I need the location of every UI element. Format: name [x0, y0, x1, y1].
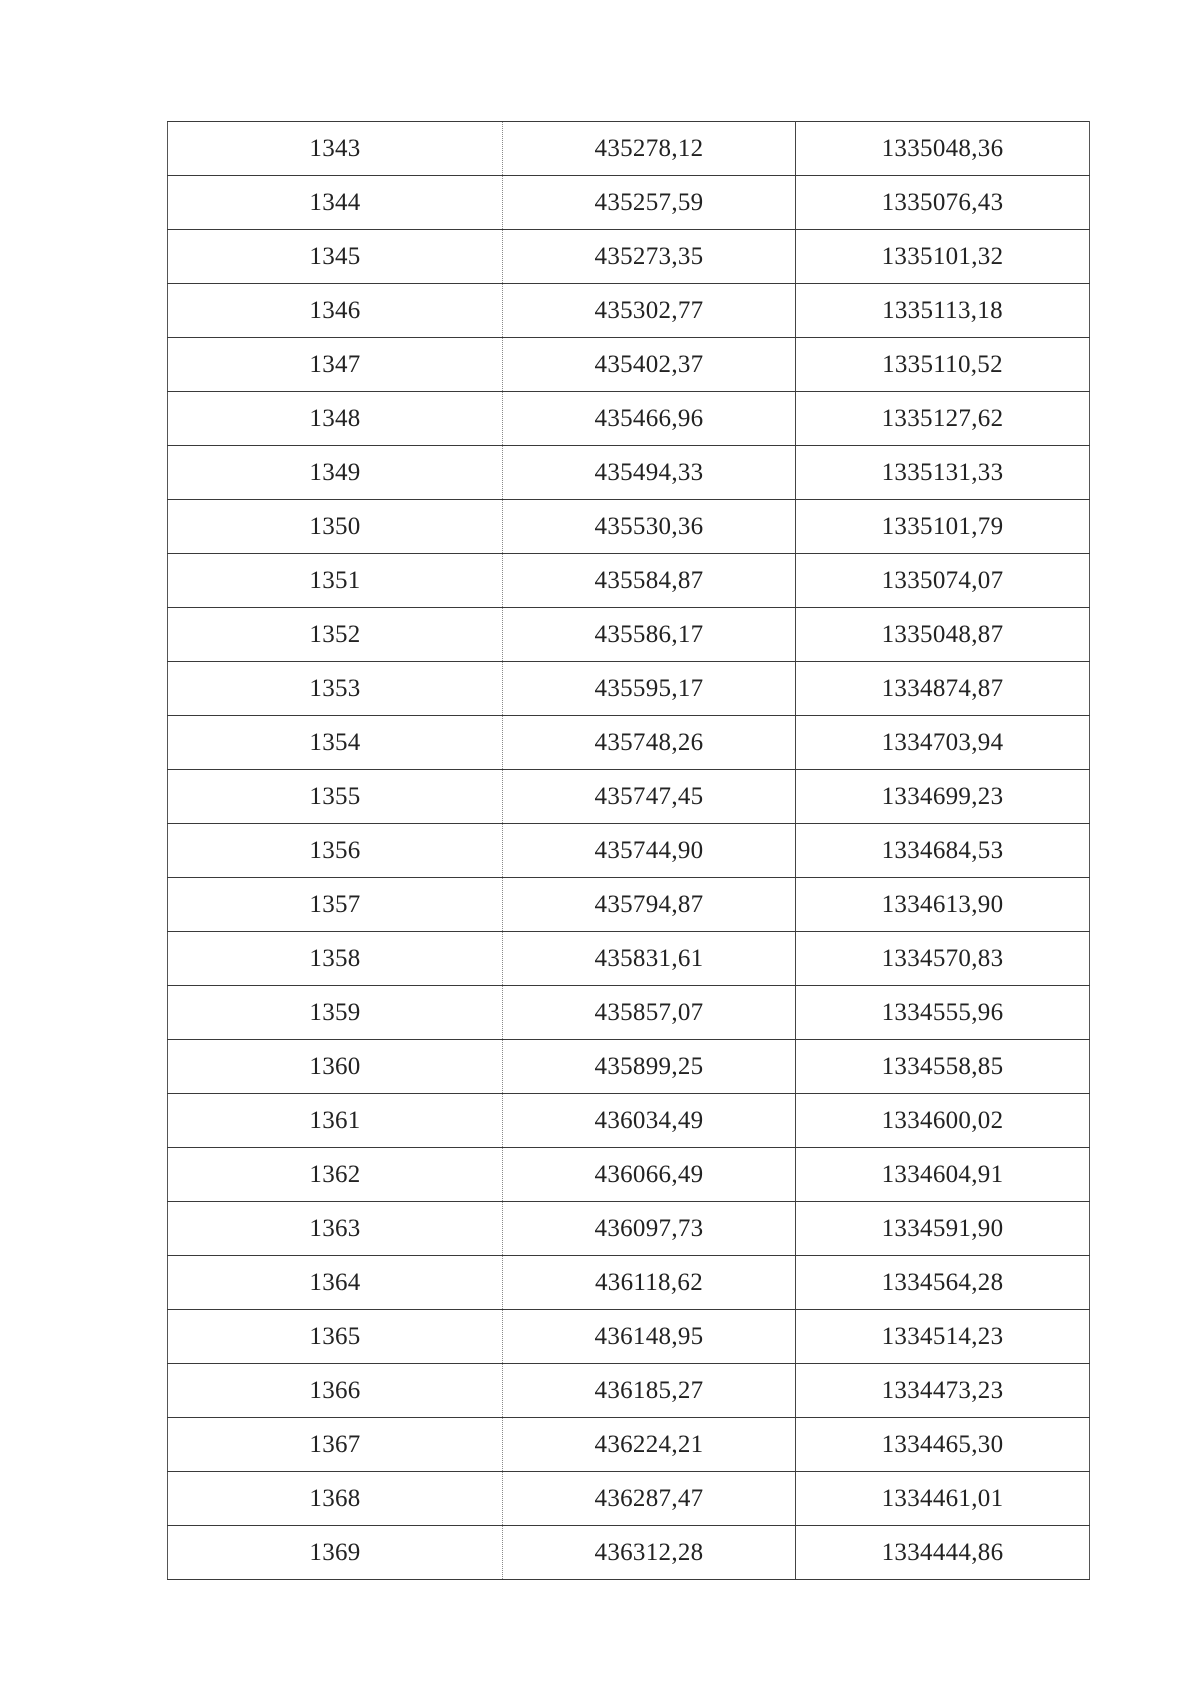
point-number-cell: 1344 [168, 176, 503, 230]
point-number-cell: 1351 [168, 554, 503, 608]
point-number-cell: 1343 [168, 122, 503, 176]
y-coordinate-cell: 1334613,90 [796, 878, 1090, 932]
table-row [168, 770, 1090, 824]
point-number-cell: 1350 [168, 500, 503, 554]
x-coordinate-cell: 435530,36 [503, 500, 796, 554]
table-row [168, 608, 1090, 662]
x-coordinate-cell: 435899,25 [503, 1040, 796, 1094]
x-coordinate-cell: 436034,49 [503, 1094, 796, 1148]
x-coordinate-cell: 435257,59 [503, 176, 796, 230]
x-coordinate-cell: 435302,77 [503, 284, 796, 338]
point-number-cell: 1349 [168, 446, 503, 500]
x-coordinate-cell: 436224,21 [503, 1418, 796, 1472]
x-coordinate-cell: 435748,26 [503, 716, 796, 770]
table-row [168, 986, 1090, 1040]
table-row [168, 1418, 1090, 1472]
point-number-cell: 1364 [168, 1256, 503, 1310]
table-row [168, 392, 1090, 446]
table-row [168, 1364, 1090, 1418]
table-row [168, 122, 1090, 176]
x-coordinate-cell: 435402,37 [503, 338, 796, 392]
y-coordinate-cell: 1335074,07 [796, 554, 1090, 608]
y-coordinate-cell: 1335110,52 [796, 338, 1090, 392]
y-coordinate-cell: 1334555,96 [796, 986, 1090, 1040]
x-coordinate-cell: 436148,95 [503, 1310, 796, 1364]
y-coordinate-cell: 1334604,91 [796, 1148, 1090, 1202]
table-row [168, 662, 1090, 716]
table-row [168, 716, 1090, 770]
point-number-cell: 1361 [168, 1094, 503, 1148]
point-number-cell: 1354 [168, 716, 503, 770]
point-number-cell: 1352 [168, 608, 503, 662]
table-row [168, 230, 1090, 284]
y-coordinate-cell: 1334874,87 [796, 662, 1090, 716]
x-coordinate-cell: 435586,17 [503, 608, 796, 662]
table-row [168, 1094, 1090, 1148]
point-number-cell: 1348 [168, 392, 503, 446]
x-coordinate-cell: 435584,87 [503, 554, 796, 608]
y-coordinate-cell: 1335101,79 [796, 500, 1090, 554]
point-number-cell: 1365 [168, 1310, 503, 1364]
y-coordinate-cell: 1335127,62 [796, 392, 1090, 446]
point-number-cell: 1359 [168, 986, 503, 1040]
x-coordinate-cell: 436312,28 [503, 1526, 796, 1580]
point-number-cell: 1363 [168, 1202, 503, 1256]
table-row [168, 932, 1090, 986]
point-number-cell: 1356 [168, 824, 503, 878]
x-coordinate-cell: 435273,35 [503, 230, 796, 284]
y-coordinate-cell: 1335113,18 [796, 284, 1090, 338]
x-coordinate-cell: 436097,73 [503, 1202, 796, 1256]
x-coordinate-cell: 435595,17 [503, 662, 796, 716]
y-coordinate-cell: 1334591,90 [796, 1202, 1090, 1256]
y-coordinate-cell: 1335131,33 [796, 446, 1090, 500]
table-row [168, 1310, 1090, 1364]
x-coordinate-cell: 435744,90 [503, 824, 796, 878]
x-coordinate-cell: 436066,49 [503, 1148, 796, 1202]
y-coordinate-cell: 1334444,86 [796, 1526, 1090, 1580]
y-coordinate-cell: 1334564,28 [796, 1256, 1090, 1310]
y-coordinate-cell: 1334600,02 [796, 1094, 1090, 1148]
x-coordinate-cell: 435794,87 [503, 878, 796, 932]
x-coordinate-cell: 435278,12 [503, 122, 796, 176]
coordinates-table [167, 121, 1090, 1580]
table-row [168, 500, 1090, 554]
table-row [168, 1472, 1090, 1526]
y-coordinate-cell: 1334461,01 [796, 1472, 1090, 1526]
point-number-cell: 1353 [168, 662, 503, 716]
table-row [168, 878, 1090, 932]
y-coordinate-cell: 1334465,30 [796, 1418, 1090, 1472]
y-coordinate-cell: 1334684,53 [796, 824, 1090, 878]
x-coordinate-cell: 436118,62 [503, 1256, 796, 1310]
table-row [168, 1256, 1090, 1310]
y-coordinate-cell: 1335048,87 [796, 608, 1090, 662]
table-row [168, 284, 1090, 338]
y-coordinate-cell: 1335101,32 [796, 230, 1090, 284]
x-coordinate-cell: 435494,33 [503, 446, 796, 500]
table-row [168, 1526, 1090, 1580]
point-number-cell: 1355 [168, 770, 503, 824]
point-number-cell: 1345 [168, 230, 503, 284]
y-coordinate-cell: 1334703,94 [796, 716, 1090, 770]
table-row [168, 1148, 1090, 1202]
table-row [168, 1202, 1090, 1256]
x-coordinate-cell: 435466,96 [503, 392, 796, 446]
table-row [168, 176, 1090, 230]
x-coordinate-cell: 435831,61 [503, 932, 796, 986]
point-number-cell: 1347 [168, 338, 503, 392]
table-row [168, 554, 1090, 608]
y-coordinate-cell: 1334570,83 [796, 932, 1090, 986]
table-row [168, 824, 1090, 878]
point-number-cell: 1362 [168, 1148, 503, 1202]
y-coordinate-cell: 1335048,36 [796, 122, 1090, 176]
table-row [168, 446, 1090, 500]
y-coordinate-cell: 1334473,23 [796, 1364, 1090, 1418]
point-number-cell: 1346 [168, 284, 503, 338]
coordinates-table-body [168, 122, 1090, 1580]
point-number-cell: 1369 [168, 1526, 503, 1580]
y-coordinate-cell: 1335076,43 [796, 176, 1090, 230]
point-number-cell: 1366 [168, 1364, 503, 1418]
table-row [168, 1040, 1090, 1094]
x-coordinate-cell: 436287,47 [503, 1472, 796, 1526]
y-coordinate-cell: 1334514,23 [796, 1310, 1090, 1364]
point-number-cell: 1358 [168, 932, 503, 986]
point-number-cell: 1368 [168, 1472, 503, 1526]
x-coordinate-cell: 435747,45 [503, 770, 796, 824]
y-coordinate-cell: 1334699,23 [796, 770, 1090, 824]
y-coordinate-cell: 1334558,85 [796, 1040, 1090, 1094]
point-number-cell: 1360 [168, 1040, 503, 1094]
point-number-cell: 1367 [168, 1418, 503, 1472]
point-number-cell: 1357 [168, 878, 503, 932]
table-row [168, 338, 1090, 392]
x-coordinate-cell: 436185,27 [503, 1364, 796, 1418]
x-coordinate-cell: 435857,07 [503, 986, 796, 1040]
